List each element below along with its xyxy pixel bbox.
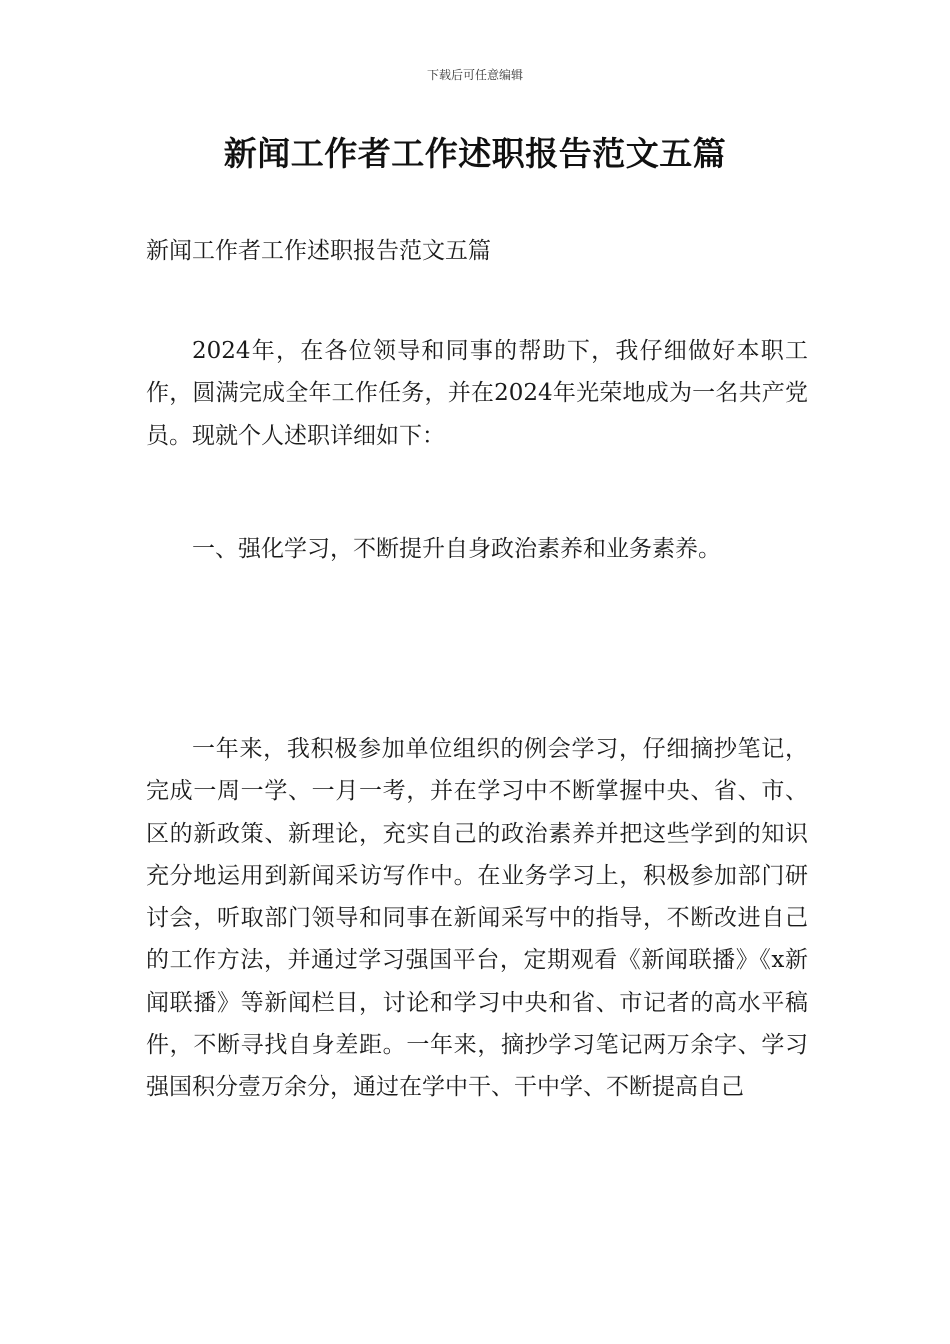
section-heading-1: 一、强化学习，不断提升自身政治素养和业务素养。	[192, 536, 721, 562]
intro-paragraph: 2024年，在各位领导和同事的帮助下，我仔细做好本职工作，圆满完成全年工作任务，并在2024年光荣地成为一名共产党员。现就个人述职详细如下：	[146, 338, 808, 449]
document-subtitle: 新闻工作者工作述职报告范文五篇	[146, 238, 491, 264]
section-1-body-paragraph: 一年来，我积极参加单位组织的例会学习，仔细摘抄笔记，完成一周一学、一月一考，并在学习中不断掌握中央、省、市、区的新政策、新理论，充实自己的政治素养并把这些学到的知识充分地运用到新闻采访写作中。在业务学习上，积极参加部门研讨会，听取部门领导和同事在新闻采写中的指导，不断改进自己的工作方法，并通过学习强国平台，定期观看《新闻联播》《x新闻联播》等新闻栏目，讨论和学习中央和省、市记者的高水平稿件，不断寻找自身差距。一年来，摘抄学习笔记两万余字、学习强国积分壹万余分，通过在学中干、干中学、不断提高自己	[146, 736, 808, 1101]
header-note: 下载后可任意编辑	[426, 68, 523, 82]
document-title: 新闻工作者工作述职报告范文五篇	[223, 134, 727, 173]
